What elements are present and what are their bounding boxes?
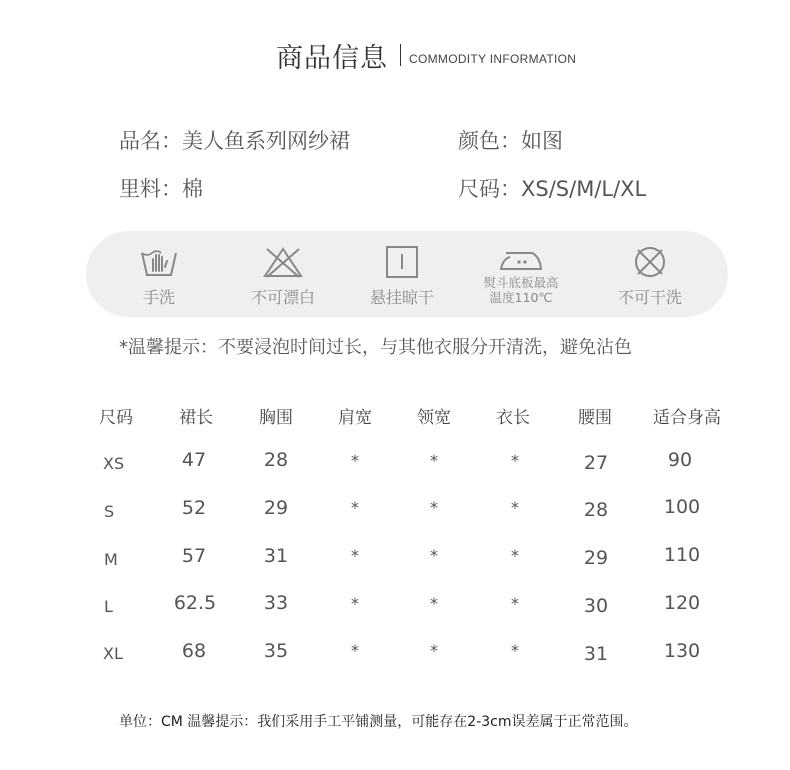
table-cell: 28 [263, 449, 289, 471]
table-cell: * [351, 451, 359, 470]
table-cell: * [511, 451, 519, 470]
table-cell: * [430, 451, 438, 470]
table-cell-size: XL [103, 644, 123, 663]
washing-tip: *温馨提示：不要浸泡时间过长，与其他衣服分开清洗，避免沾色 [119, 337, 632, 358]
product-material: 里料：棉 [119, 177, 203, 201]
title-divider [400, 44, 401, 66]
care-label: 不可干洗 [617, 288, 682, 307]
table-cell: * [511, 498, 519, 517]
table-cell: * [351, 498, 359, 517]
care-label [466, 275, 576, 305]
table-cell: 29 [583, 547, 609, 569]
table-cell-size: XS [103, 454, 125, 473]
table-cell: * [430, 498, 438, 517]
table-cell: * [351, 546, 359, 565]
care-label-line1: 熨斗底板最高 [483, 275, 559, 290]
table-cell: 68 [181, 640, 207, 662]
hang-dry-icon [384, 245, 420, 279]
table-cell: 110 [663, 544, 701, 566]
table-header: 肩宽 [338, 408, 372, 428]
product-name: 品名：美人鱼系列网纱裙 [119, 129, 350, 153]
table-cell-size: L [104, 597, 113, 616]
table-header: 尺码 [99, 408, 133, 428]
table-cell-size: M [104, 550, 118, 569]
care-item-iron [466, 245, 576, 305]
table-cell: 33 [263, 592, 289, 614]
table-cell: 52 [181, 497, 207, 519]
page-subtitle: COMMODITY INFORMATION [409, 52, 577, 66]
table-cell: 31 [263, 545, 289, 567]
table-header: 领宽 [417, 408, 451, 428]
table-cell: 62.5 [173, 592, 217, 614]
table-cell: 90 [667, 449, 693, 471]
table-cell: 31 [583, 643, 609, 665]
table-cell: * [351, 641, 359, 660]
table-header: 腰围 [578, 408, 612, 428]
table-cell: * [511, 641, 519, 660]
table-header: 胸围 [259, 408, 293, 428]
care-item-hang-dry [347, 245, 457, 308]
table-cell: 120 [663, 592, 701, 614]
table-cell: 30 [583, 595, 609, 617]
table-cell: 47 [181, 449, 207, 471]
table-cell: * [430, 546, 438, 565]
table-cell-size: S [104, 502, 115, 521]
iron-icon [498, 245, 544, 273]
page-title: 商品信息 [276, 43, 388, 74]
hand-wash-icon [139, 245, 179, 279]
product-color: 颜色：如图 [458, 129, 563, 153]
care-label: 不可漂白 [250, 288, 315, 307]
table-cell: 28 [583, 499, 609, 521]
table-cell: * [430, 594, 438, 613]
table-cell: * [351, 594, 359, 613]
care-item-no-dry-clean [595, 245, 705, 308]
table-header: 适合身高 [653, 408, 721, 428]
care-item-no-bleach [228, 245, 338, 308]
table-cell: 130 [663, 640, 701, 662]
measurement-note: 单位：CM 温馨提示：我们采用手工平铺测量，可能存在2-3cm误差属于正常范围。 [119, 714, 638, 730]
table-cell: * [511, 594, 519, 613]
table-cell: 35 [263, 640, 289, 662]
no-dry-clean-icon [632, 245, 668, 279]
table-cell: 100 [663, 496, 701, 518]
care-label: 悬挂晾干 [369, 288, 434, 307]
table-cell: 57 [181, 545, 207, 567]
care-label-line2: 温度110℃ [489, 290, 553, 305]
care-item-hand-wash [104, 245, 214, 308]
table-cell: * [511, 546, 519, 565]
care-label: 手洗 [142, 288, 175, 307]
no-bleach-icon [261, 245, 305, 279]
table-cell: * [430, 641, 438, 660]
table-cell: 27 [583, 452, 609, 474]
product-size: 尺码：XS/S/M/L/XL [458, 177, 647, 201]
table-header: 衣长 [496, 408, 530, 428]
table-header: 裙长 [179, 408, 213, 428]
table-cell: 29 [263, 497, 289, 519]
